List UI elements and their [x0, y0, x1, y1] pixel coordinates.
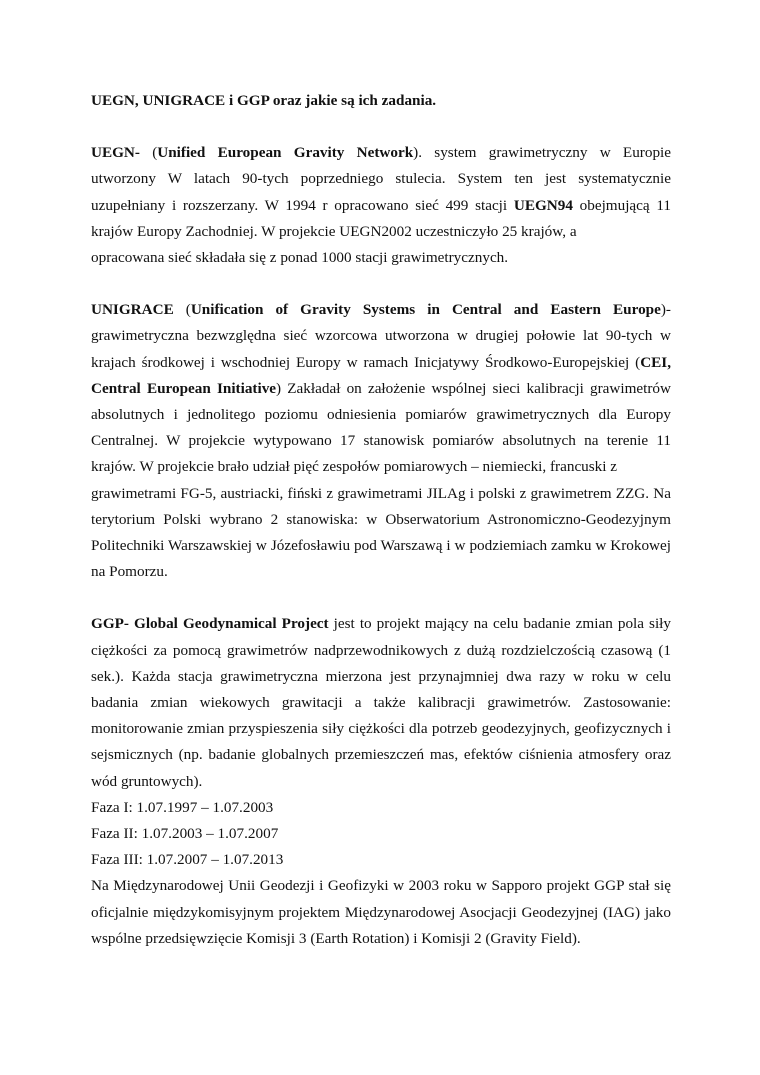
ggp-paragraph	[91, 611, 671, 794]
section-unigrace	[91, 297, 671, 585]
uegn-text-2: obejmującą 11 krajów Europy Zachodniej. W projekcie UEGN2002 uczestniczyło 25 krajów, a	[91, 196, 671, 240]
cei-term: CEI, Central European Initiative	[91, 353, 671, 397]
ggp-phase-3: Faza III: 1.07.2007 – 1.07.2013	[91, 851, 284, 869]
uegn-paragraph: UEGN- (Unified European Gravity Network). system grawimetryczny w Europie utworzony W latach 90-tych poprzedniego stulecia. System ten jest systematycznie uzupełniany i rozszerzany. W 1994 r opracowano sieć 499 stacji UEGN94 obejmującą 11 krajów Europy Zachodniej. W projekcie UEGN2002 uczestniczyło 25 krajów, a	[91, 144, 672, 240]
ggp-phase-2: Faza II: 1.07.2003 – 1.07.2007	[91, 825, 279, 843]
ggp-text-2: Na Międzynarodowej Unii Geodezji i Geofizyki w 2003 roku w Sapporo projekt GGP stał się oficjalnie międzykomisyjnym projektem Międzynarodowej Asocjacji Geodezyjnej (IAG) jako wspólne przedsięwzięcie Komisji 3 (Earth Rotation) i Komisji 2 (Gravity Field).	[91, 877, 671, 947]
uegn-term: UEGN-	[91, 144, 140, 162]
ggp-term: GGP- Global Geodynamical Project	[91, 615, 329, 633]
uegn94-term: UEGN94	[513, 196, 573, 214]
unigrace-term: UNIGRACE	[91, 301, 174, 319]
document-title: UEGN, UNIGRACE i GGP oraz jakie są ich zadania.	[91, 92, 437, 109]
unigrace-text-2: ) Zakładał on założenie wspólnej sieci kalibracji grawimetrów absolutnych i jednolitego poziomu odniesienia pomiarów grawimetrycznych dla Europy Centralnej. W projekcie wytypowano 17 stanowisk pomiarów absolutnych na terenie 11 krajów. W projekcie brało udział pięć zespołów pomiarowych – niemiecki, francuski z	[91, 379, 671, 476]
unigrace-text-3: grawimetrami FG-5, austriacki, fiński z grawimetrami JILAg i polski z grawimetrem ZZG. Na terytorium Polski wybrano 2 stanowiska: w Obserwatorium Astronomiczno-Geodezyjnym Politechniki Warszawskiej w Józefosławiu pod Warszawą i w podziemiach zamku w Krokowej na Pomorzu.	[91, 484, 671, 581]
ggp-text-1: jest to projekt mający na celu badanie zmian pola siły ciężkości za pomocą grawimetrów nadprzewodnikowych z dużą rozdzielczością czasową (1 sek.). Każda stacja grawimetryczna mierzona jest przynajmniej dwa razy w roku w celu badania zmian wiekowych grawitacji a także kalibracji grawimetrów. Zastosowanie: monitorowanie zmian przyspieszenia siły ciężkości dla potrzeb geodezyjnych, geofizycznych i sejsmicznych (np. badanie globalnych przemieszczeń mas, efektów ciśnienia atmosfery oraz wód gruntowych).	[91, 615, 671, 790]
section-uegn	[91, 140, 671, 271]
document-body	[91, 88, 671, 952]
uegn-full-name: Unified European Gravity Network	[157, 144, 414, 162]
unigrace-text-1: )- grawimetryczna bezwzględna sieć wzorcowa utworzona w drugiej połowie lat 90-tych w krajach środkowej i wschodniej Europy w ramach Inicjatywy Środkowo-Europejskiej (	[91, 301, 671, 371]
section-ggp	[91, 611, 671, 952]
unigrace-full-name: Unification of Gravity Systems in Central and Eastern Europe	[190, 301, 661, 319]
unigrace-paragraph: UNIGRACE (Unification of Gravity Systems in Central and Eastern Europe)- grawimetryczna bezwzględna sieć wzorcowa utworzona w drugiej połowie lat 90-tych w krajach środkowej i wschodniej Europy w ramach Inicjatywy Środkowo-Europejskiej (CEI, Central European Initiative) Zakładał on założenie wspólnej sieci kalibracji grawimetrów absolutnych i jednolitego poziomu odniesienia pomiarów grawimetrycznych dla Europy Centralnej. W projekcie wytypowano 17 stanowisk pomiarów absolutnych na terenie 11 krajów. W projekcie brało udział pięć zespołów pomiarowych – niemiecki, francuski z	[91, 301, 671, 476]
ggp-phase-1: Faza I: 1.07.1997 – 1.07.2003	[91, 798, 274, 816]
uegn-text-1: ). system grawimetryczny w Europie utworzony W latach 90-tych poprzedniego stulecia. System ten jest systematycznie uzupełniany i rozszerzany. W 1994 r opracowano sieć 499 stacji	[91, 144, 672, 214]
uegn-text-3: opracowana sieć składała się z ponad 1000 stacji grawimetrycznych.	[91, 249, 509, 267]
